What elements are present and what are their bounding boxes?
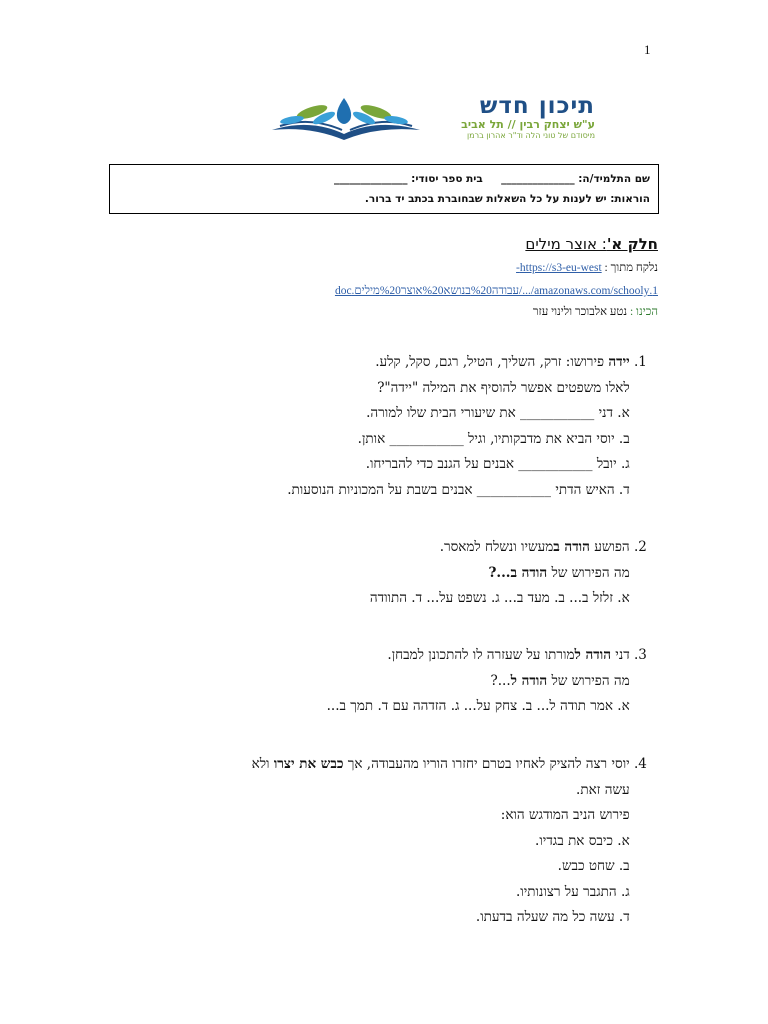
logo-tagline: מיסודם של טוני הלה וד"ר אהרון ברמן	[466, 131, 595, 140]
answer-option: א. כיבס את בגדיו.	[535, 832, 630, 849]
question-line: לאלו משפטים אפשר להוסיף את המילה "יידה"?	[377, 379, 630, 396]
question-line: 2. הפושע הודה במעשיו ונשלח למאסר.	[439, 539, 647, 555]
prepared-by-line	[533, 306, 658, 318]
page-number: 1	[644, 42, 651, 57]
answer-option: ד. האיש הדתי ___________ אבנים בשבת על המכוניות הנוסעות.	[287, 481, 630, 498]
question-line: 1. יידה פירושו: זרק, השליך, הטיל, רגם, סקל, קלע.	[375, 354, 647, 370]
student-info-row	[118, 169, 650, 189]
source-link-continued[interactable]: 1.amazonaws.com/schooly/.../עבודה%20בנושא%20אוצר%20מילים.doc	[334, 285, 658, 297]
answer-option: ג. התגבר על רצונותיו.	[516, 883, 630, 900]
section-title: חלק א': אוצר מילים	[525, 235, 658, 253]
student-name-label: שם התלמיד/ה:	[578, 173, 650, 185]
student-info-box	[109, 164, 659, 214]
logo-subtitle: ע"ש יצחק רבין // תל אביב	[461, 118, 595, 131]
question-line: 4. יוסי רצה להציק לאחיו בטרם יחזרו הוריו מהעבודה, אך כבש את יצרו ולא	[251, 756, 647, 772]
answer-option: ד. עשה כל מה שעלה בדעתו.	[475, 909, 630, 925]
source-line-1	[516, 262, 658, 274]
answer-option: ג. יובל ___________ אבנים על הגנב כדי להבריחו.	[365, 456, 630, 472]
source-link[interactable]: https://s3-eu-west-	[516, 262, 602, 274]
question-1	[98, 350, 658, 503]
prepared-by: נטע אלבוכר ולינוי עזר	[532, 306, 628, 318]
answer-options: א. אמר תודה ל... ב. צחק על... ג. הזדהה עם ד. תמך ב...	[326, 698, 630, 714]
question-2	[98, 535, 658, 612]
source-line-2	[335, 285, 658, 297]
school-blank[interactable]: ______________	[333, 173, 408, 185]
section-heading	[525, 234, 658, 253]
prepared-label: הכינו :	[629, 306, 658, 318]
question-line: עשה זאת.	[576, 781, 630, 798]
school-logo	[270, 94, 600, 142]
logo-title: תיכון חדש	[479, 93, 595, 119]
question-4	[58, 752, 658, 931]
question-line: מה הפירוש של הודה ב...?	[488, 564, 630, 581]
answer-option: ב. יוסי הביא את מדבקותיו, וגיל ___________ אותן.	[357, 430, 630, 447]
school-label: בית ספר יסודי:	[411, 173, 483, 185]
answer-option: א. דני ___________ את שיעורי הבית שלו למורה.	[366, 405, 630, 421]
answer-options: א. זלזל ב... ב. מעד ב... ג. נשפט על... ד. התוודה	[369, 590, 630, 606]
answer-option: ב. שחט כבש.	[557, 858, 630, 874]
question-line: פירוש הניב המודגש הוא:	[500, 807, 630, 823]
question-3	[98, 643, 658, 720]
book-drop-logo-icon	[270, 96, 422, 140]
source-label: נלקח מתוך :	[604, 262, 658, 274]
question-line: 3. דני הודה למורתו על שעזרה לו להתכונן למבחן.	[387, 647, 647, 663]
question-line: מה הפירוש של הודה ל...?	[490, 672, 630, 689]
instructions: הוראות: יש לענות על כל השאלות שבחוברת בכתב יד ברור.	[364, 193, 650, 205]
student-name-blank[interactable]: ______________	[501, 173, 575, 185]
